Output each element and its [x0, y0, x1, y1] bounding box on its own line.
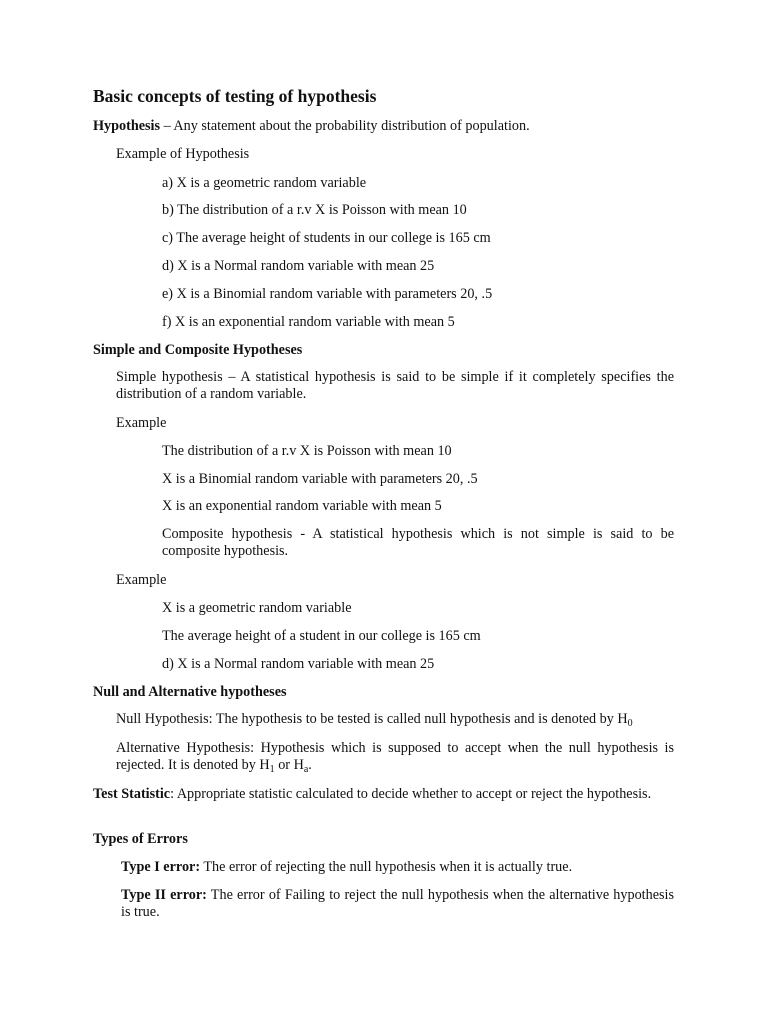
section-heading-simple-composite: Simple and Composite Hypotheses — [93, 342, 303, 358]
example-heading: Example of Hypothesis — [116, 146, 250, 162]
example-item: a) X is a geometric random variable — [162, 175, 367, 191]
example-item: f) X is an exponential random variable with mean 5 — [162, 314, 455, 330]
type-two-error-text: The error of Failing to reject the null hypothesis when the alternative hypothesis is true. — [121, 887, 675, 920]
alt-hypothesis-text: Alternative Hypothesis: Hypothesis which is supposed to accept when the null hypothesis is rejected. It is denoted by H — [116, 740, 674, 773]
example-item: e) X is a Binomial random variable with parameters 20, .5 — [162, 286, 493, 302]
composite-hypothesis-definition: Composite hypothesis - A statistical hypothesis which is not simple is said to be composite hypothesis. — [162, 526, 674, 559]
type-one-error-text: The error of rejecting the null hypothesis when it is actually true. — [200, 859, 573, 875]
type-two-error-term: Type II error: — [121, 887, 207, 903]
alt-subscript-1: 1 — [269, 764, 275, 775]
null-subscript: 0 — [627, 718, 633, 729]
simple-example-item: The distribution of a r.v X is Poisson with mean 10 — [162, 443, 452, 459]
composite-example-item: d) X is a Normal random variable with mean 25 — [162, 656, 435, 672]
alternative-hypothesis-definition — [116, 740, 674, 775]
example-item: d) X is a Normal random variable with mean 25 — [162, 258, 435, 274]
page-title: Basic concepts of testing of hypothesis — [93, 86, 377, 106]
section-heading-null-alternative: Null and Alternative hypotheses — [93, 684, 287, 700]
example-item: b) The distribution of a r.v X is Poisson with mean 10 — [162, 202, 467, 218]
simple-example-item: X is an exponential random variable with mean 5 — [162, 498, 442, 514]
example-label: Example — [116, 415, 167, 431]
test-statistic-text: : Appropriate statistic calculated to decide whether to accept or reject the hypothesis. — [170, 786, 652, 802]
test-statistic-term: Test Statistic — [93, 786, 171, 802]
example-label: Example — [116, 572, 167, 588]
example-item: c) The average height of students in our college is 165 cm — [162, 230, 491, 246]
hypothesis-text: – Any statement about the probability distribution of population. — [160, 118, 530, 134]
null-hypothesis-definition — [116, 711, 633, 729]
composite-example-item: X is a geometric random variable — [162, 600, 352, 616]
type-one-error-term: Type I error: — [121, 859, 201, 875]
composite-example-item: The average height of a student in our college is 165 cm — [162, 628, 481, 644]
type-one-error-definition — [121, 859, 572, 876]
null-hypothesis-text: Null Hypothesis: The hypothesis to be tested is called null hypothesis and is denoted by H — [116, 711, 628, 727]
hypothesis-term: Hypothesis — [93, 118, 161, 134]
test-statistic-definition — [93, 786, 674, 803]
alt-or: or H — [274, 757, 304, 773]
hypothesis-definition — [93, 118, 530, 135]
alt-subscript-a: a — [303, 764, 309, 775]
type-two-error-definition — [121, 887, 674, 921]
simple-example-item: X is a Binomial random variable with parameters 20, .5 — [162, 471, 478, 487]
alt-end: . — [308, 757, 312, 773]
section-heading-types-of-errors: Types of Errors — [93, 831, 188, 847]
simple-hypothesis-definition: Simple hypothesis – A statistical hypothesis is said to be simple if it completely specifies the distribution of a random variable. — [116, 369, 674, 402]
